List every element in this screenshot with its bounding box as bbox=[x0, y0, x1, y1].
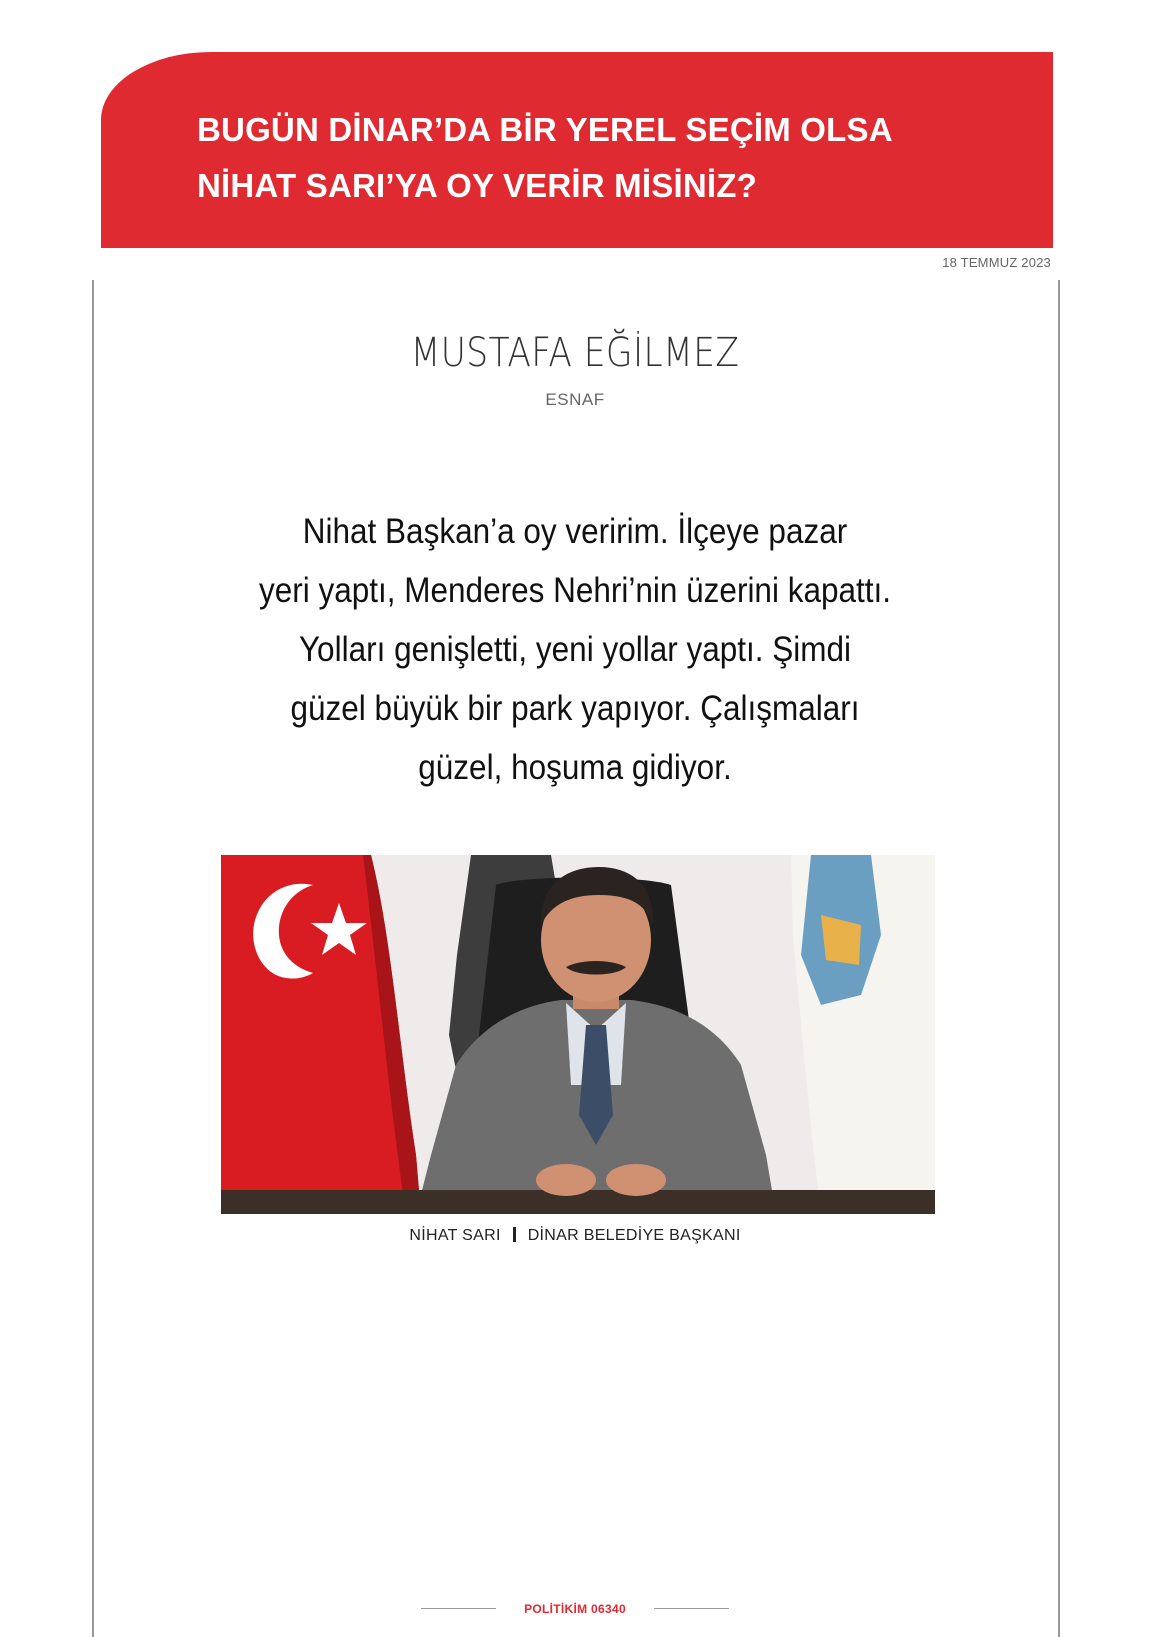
quote-line: yeri yaptı, Menderes Nehri’nin üzerini kapattı. bbox=[258, 571, 892, 610]
quote-line: Nihat Başkan’a oy veririm. İlçeye pazar bbox=[302, 512, 848, 551]
quote-block bbox=[175, 502, 975, 797]
frame-right-border bbox=[1058, 280, 1060, 1637]
caption-role: DİNAR BELEDİYE BAŞKANI bbox=[527, 1227, 741, 1244]
footer bbox=[0, 1600, 1150, 1618]
mayor-portrait-photo bbox=[221, 855, 935, 1214]
publication-date: 18 TEMMUZ 2023 bbox=[942, 255, 1051, 270]
caption-separator bbox=[513, 1227, 516, 1242]
footer-rule-right bbox=[654, 1608, 729, 1609]
headline-line-2: NİHAT SARI’YA OY VERİR MİSİNİZ? bbox=[197, 167, 757, 204]
respondent-name: MUSTAFA EĞİLMEZ bbox=[410, 330, 740, 376]
footer-rule-left bbox=[421, 1608, 496, 1609]
quote-line: güzel, hoşuma gidiyor. bbox=[418, 748, 732, 787]
photo-caption bbox=[0, 1227, 1150, 1245]
quote-line: Yolları genişletti, yeni yollar yaptı. Şimdi bbox=[298, 630, 852, 669]
header-banner bbox=[101, 52, 1053, 248]
headline-line-1: BUGÜN DİNAR’DA BİR YEREL SEÇİM OLSA bbox=[197, 111, 893, 148]
respondent-title: ESNAF bbox=[545, 390, 605, 409]
frame-left-border bbox=[92, 280, 94, 1637]
caption-name: NİHAT SARI bbox=[409, 1227, 501, 1244]
quote-line: güzel büyük bir park yapıyor. Çalışmaları bbox=[290, 689, 860, 728]
footer-label: POLİTİKİM 06340 bbox=[524, 1601, 626, 1616]
